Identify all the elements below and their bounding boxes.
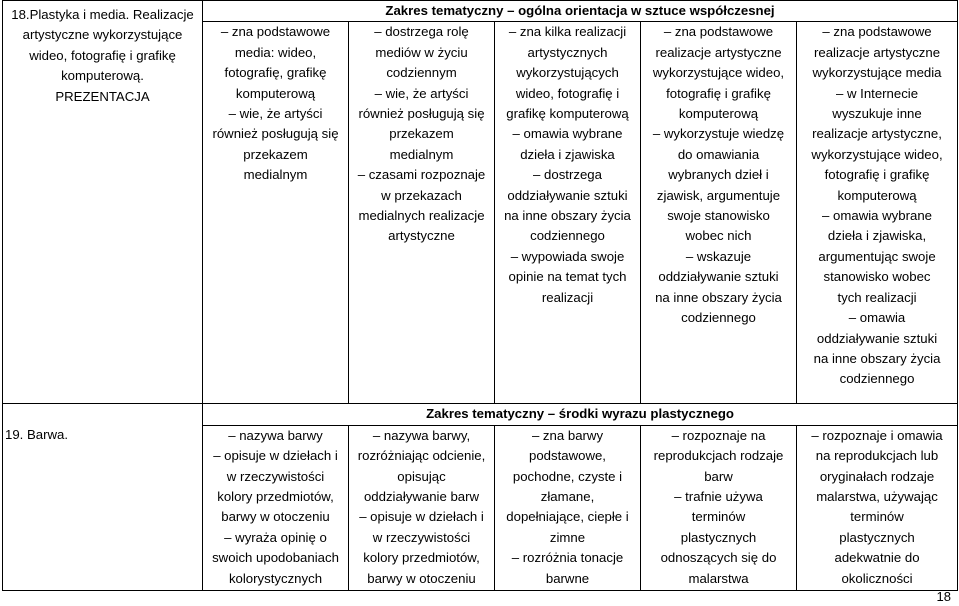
req-line: – trafnie używa — [674, 489, 763, 505]
section2-header-row — [3, 404, 958, 425]
req-line: zjawisk, argumentuje — [656, 187, 781, 203]
req-line: przekazem — [389, 126, 454, 142]
req-line: – omawia wybrane — [822, 208, 932, 224]
req-line: fotografię i grafikę — [824, 167, 930, 183]
req-line: – wie, że artyści — [374, 85, 469, 101]
req-line: na inne obszary życia — [655, 289, 782, 305]
section1-header: Zakres tematyczny – ogólna orientacja w sztuce współczesnej — [203, 1, 958, 22]
req-line: oryginałach rodzaje — [819, 468, 935, 484]
req-line: pochodne, czyste i — [512, 468, 623, 484]
req-line: wybranych dzieł i — [668, 167, 769, 183]
req-line: medialnych realizacje — [358, 208, 485, 224]
req-line: adekwatnie do — [834, 550, 920, 566]
req-line: wyszukuje inne — [832, 106, 922, 122]
req-line: swoich upodobaniach — [212, 550, 339, 566]
req-line: wideo, fotografię i — [515, 85, 620, 101]
grade-cell — [349, 22, 495, 404]
grade-cell — [495, 22, 641, 404]
req-line: również posługują się — [212, 126, 339, 142]
req-line: w rzeczywistości — [226, 468, 325, 484]
req-line: opinie na temat tych — [508, 269, 627, 285]
req-line: na inne obszary życia — [813, 350, 941, 366]
req-line: oddziaływanie sztuki — [658, 269, 779, 285]
req-line: artystycznych — [527, 44, 608, 60]
req-line: – omawia wybrane — [512, 126, 623, 142]
req-line: – zna podstawowe — [822, 24, 932, 40]
req-line: – nazywa barwy, — [372, 427, 471, 443]
grade-cell — [641, 22, 797, 404]
grade-cell — [349, 425, 495, 590]
section2-content-row — [3, 425, 958, 590]
page-number: 18 — [936, 589, 951, 604]
topic-line: komputerową. — [61, 68, 144, 84]
req-line: – omawia — [848, 310, 906, 326]
req-line: odnoszących się do — [660, 550, 777, 566]
req-line: codziennego — [839, 371, 915, 387]
req-line: w rzeczywistości — [372, 529, 471, 545]
req-line: tych realizacji — [837, 289, 917, 305]
req-line: oddziaływanie sztuki — [816, 330, 938, 346]
req-line: – w Internecie — [835, 85, 919, 101]
req-line: do omawiania — [677, 146, 760, 162]
req-line: barwy w otoczeniu — [221, 509, 330, 525]
req-line: – wykorzystuje wiedzę — [652, 126, 785, 142]
req-line: kolory przedmiotów, — [217, 489, 334, 505]
req-line: medialnym — [243, 167, 308, 183]
section1-topic-cell — [3, 1, 203, 404]
grade-cell — [641, 425, 797, 590]
req-line: – wyraża opinię o — [224, 529, 327, 545]
req-line: grafikę komputerową — [506, 106, 629, 122]
req-line: – czasami rozpoznaje — [357, 167, 486, 183]
req-line: wykorzystujące media — [812, 65, 942, 81]
req-line: dzieła i zjawiska, — [827, 228, 927, 244]
req-line: opisując — [397, 468, 446, 484]
req-line: wobec nich — [685, 228, 752, 244]
req-line: mediów w życiu — [375, 44, 468, 60]
req-line: realizacje artystyczne, — [812, 126, 942, 142]
req-line: media: wideo, — [234, 44, 317, 60]
req-line: fotografię, grafikę — [224, 65, 327, 81]
req-line: realizacje artystyczne — [655, 44, 782, 60]
req-line: wykorzystujących — [516, 65, 619, 81]
req-line: realizacje artystyczne — [813, 44, 941, 60]
req-line: oddziaływanie sztuki — [507, 187, 628, 203]
req-line: malarstwa, używając — [816, 489, 938, 505]
req-line: malarstwa — [688, 570, 749, 586]
req-line: – rozpoznaje na — [671, 427, 766, 443]
section1-header-row — [3, 1, 958, 22]
req-line: wykorzystujące wideo, — [652, 65, 785, 81]
section2-topic-cell — [3, 425, 203, 590]
req-line: kolory przedmiotów, — [363, 550, 480, 566]
req-line: okoliczności — [841, 570, 913, 586]
req-line: medialnym — [389, 146, 454, 162]
req-line: – nazywa barwy — [228, 427, 323, 443]
req-line: stanowisko wobec — [823, 269, 931, 285]
req-line: plastycznych — [680, 529, 757, 545]
req-line: argumentując swoje — [818, 248, 936, 264]
req-line: również posługują się — [358, 106, 485, 122]
topic-line: artystyczne wykorzystujące — [22, 27, 183, 43]
topic-line: 19. Barwa. — [5, 427, 69, 443]
req-line: w przekazach — [381, 187, 462, 203]
req-line: barw — [704, 468, 733, 484]
req-line: reprodukcjach rodzaje — [653, 448, 784, 464]
req-line: terminów — [691, 509, 746, 525]
req-line: – rozpoznaje i omawia — [811, 427, 943, 443]
req-line: codziennego — [530, 228, 605, 244]
req-line: na inne obszary życia — [504, 208, 631, 224]
topic-line: wideo, fotografię i grafikę — [29, 47, 176, 63]
req-line: – opisuje w dziełach i — [213, 448, 338, 464]
req-line: komputerową — [235, 85, 316, 101]
req-line: komputerową — [837, 187, 917, 203]
req-line: – zna podstawowe — [663, 24, 774, 40]
req-line: – rozróżnia tonacje — [511, 550, 624, 566]
req-line: komputerową — [678, 106, 759, 122]
req-line: artystyczne — [388, 228, 455, 244]
req-line: codziennym — [386, 65, 457, 81]
req-line: barwne — [545, 570, 590, 586]
topic-line: 18.Plastyka i media. Realizacje — [11, 7, 194, 22]
req-line: – dostrzega — [533, 167, 602, 183]
req-line: plastycznych — [839, 529, 915, 545]
curriculum-table — [2, 0, 958, 591]
req-line: codziennego — [681, 310, 756, 326]
req-line: zimne — [549, 529, 586, 545]
req-line: podstawowe, — [529, 448, 606, 464]
req-line: – zna barwy — [531, 427, 604, 443]
req-line: rozróżniając odcienie, — [357, 448, 486, 464]
req-line: złamane, — [540, 489, 595, 505]
grade-cell — [797, 22, 958, 404]
req-line: swoje stanowisko — [667, 208, 770, 224]
req-line: barwy w otoczeniu — [367, 570, 476, 586]
req-line: kolorystycznych — [228, 570, 323, 586]
req-line: wykorzystujące wideo, — [811, 146, 943, 162]
req-line: – wypowiada swoje — [510, 248, 625, 264]
req-line: dzieła i zjawiska — [520, 146, 615, 162]
req-line: terminów — [850, 509, 904, 525]
grade-cell — [203, 425, 349, 590]
req-line: na reprodukcjach lub — [815, 448, 939, 464]
req-line: – zna kilka realizacji — [508, 24, 627, 40]
req-line: przekazem — [243, 146, 308, 162]
topic-line: PREZENTACJA — [55, 88, 150, 104]
req-line: – opisuje w dziełach i — [359, 509, 484, 525]
grade-cell — [495, 425, 641, 590]
req-line: realizacji — [541, 289, 594, 305]
req-line: – dostrzega rolę — [374, 24, 469, 40]
req-line: dopełniające, ciepłe i — [506, 509, 629, 525]
section2-header: Zakres tematyczny – środki wyrazu plastycznego — [203, 404, 958, 425]
req-line: – wie, że artyści — [228, 106, 323, 122]
section2-spacer — [3, 404, 203, 425]
req-line: – zna podstawowe — [220, 24, 331, 40]
grade-cell — [203, 22, 349, 404]
grade-cell — [797, 425, 958, 590]
req-line: oddziaływanie barw — [363, 489, 480, 505]
req-line: fotografię i grafikę — [666, 85, 771, 101]
req-line: – wskazuje — [685, 248, 752, 264]
